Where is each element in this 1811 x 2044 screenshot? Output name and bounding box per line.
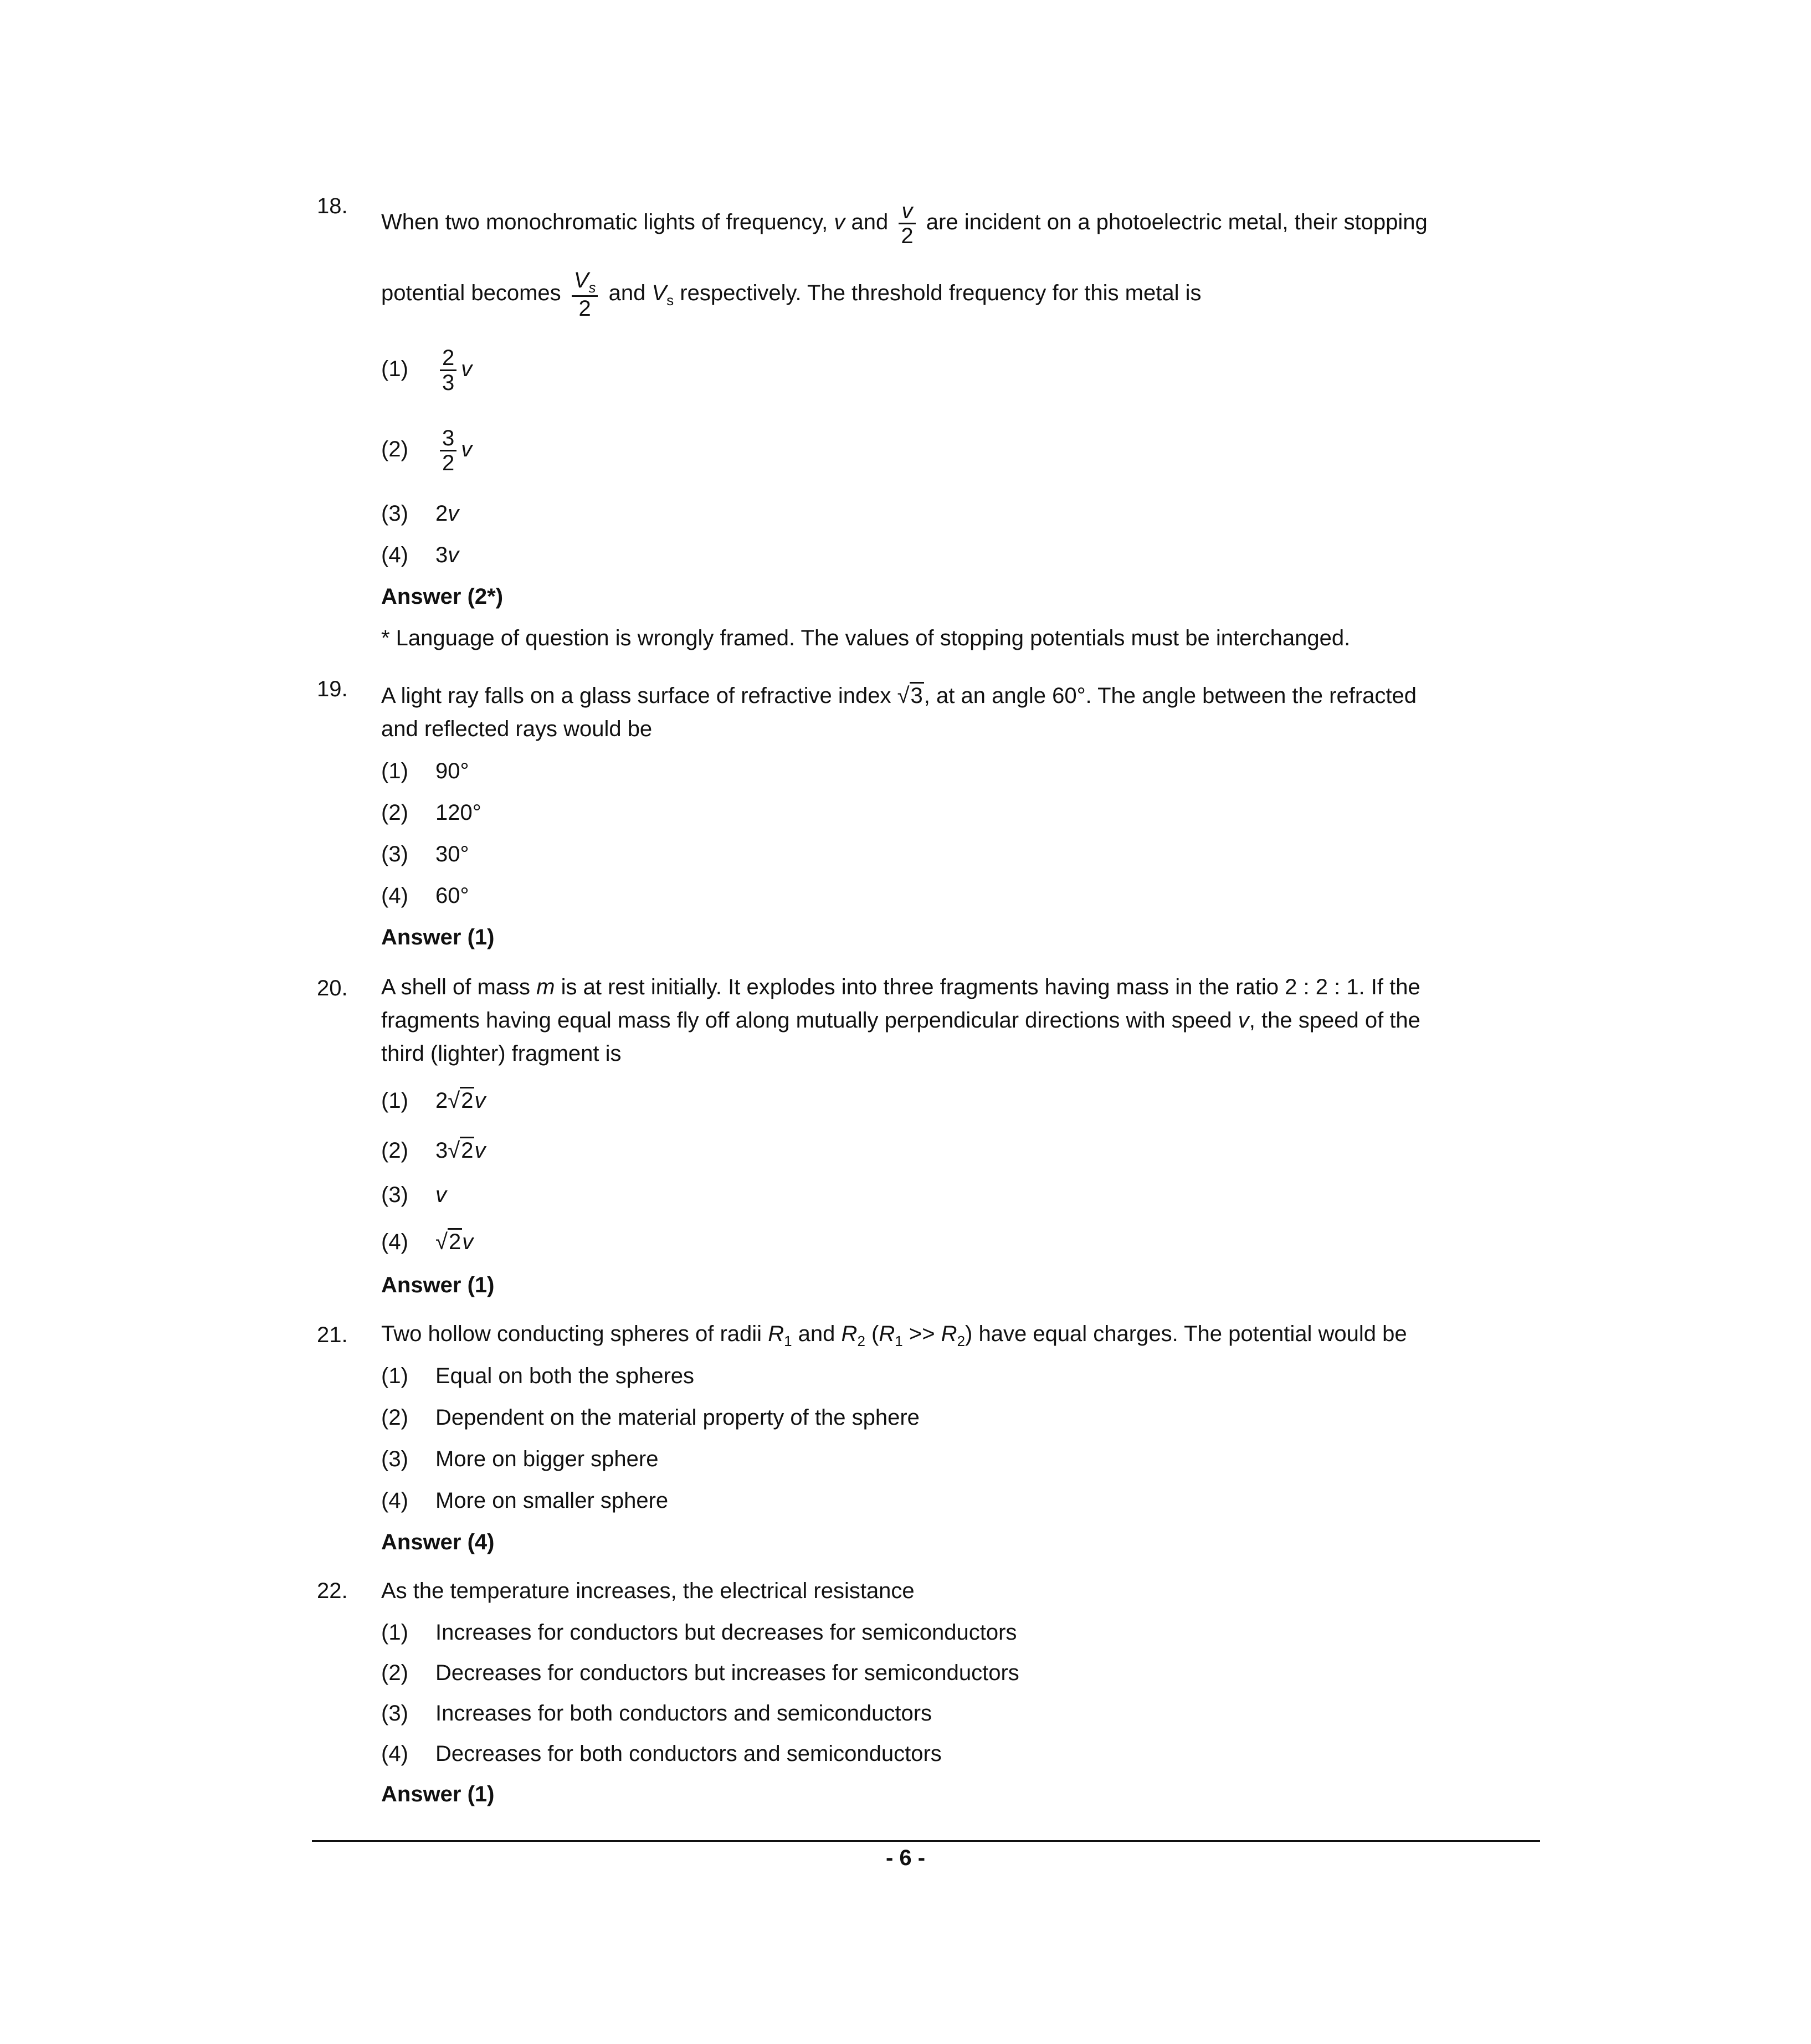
answer: Answer (1) xyxy=(381,925,495,949)
option-4: (4) 60° xyxy=(381,884,469,908)
option-2: (2) $\frac{3}{2}$ v xyxy=(381,426,473,475)
option-4: (4) √2v xyxy=(381,1230,473,1255)
square-root: √2 xyxy=(435,1230,462,1255)
square-root: √2 xyxy=(448,1138,474,1163)
option-1: (1) 90° xyxy=(381,759,469,783)
question-stem: When two monochromatic lights of frequency, v and $\frac{v}{2}$ are incident on a photoelectric metal, their stopping xyxy=(381,199,1428,248)
option-4: (4) More on smaller sphere xyxy=(381,1488,669,1513)
question-stem-line2: potential becomes $\frac{V_s}{2}$ and $V_s$ respectively. The threshold frequency for this metal is xyxy=(381,268,1202,321)
fraction: $\frac{2}{3}$ xyxy=(440,346,456,394)
question-stem: A shell of mass m is at rest initially. It explodes into three fragments having mass in the ratio 2 : 2 : 1. If the fragments having equal mass fly off along mutually perpendicular directions with speed v, the speed of the third (lighter) fragment is xyxy=(381,975,1420,1066)
square-root: √3 xyxy=(897,679,924,712)
fraction: $\frac{V_s}{2}$ xyxy=(572,269,598,320)
question-number: 21. xyxy=(317,1323,348,1347)
square-root: √2 xyxy=(448,1088,474,1113)
answer: Answer (1) xyxy=(381,1273,495,1297)
question-stem: As the temperature increases, the electrical resistance xyxy=(381,1579,915,1603)
question-stem: A light ray falls on a glass surface of refractive index √3, at an angle 60°. The angle between the refracted and reflected rays would be xyxy=(381,679,1539,746)
option-2: (2) Decreases for conductors but increases for semiconductors xyxy=(381,1661,1019,1685)
fraction: $\frac{3}{2}$ xyxy=(440,427,456,475)
option-2: (2) 3√2v xyxy=(381,1138,485,1163)
option-2: (2) 120° xyxy=(381,800,481,825)
option-1: (1) Equal on both the spheres xyxy=(381,1364,695,1388)
option-1: (1) 2√2v xyxy=(381,1088,485,1113)
page-number: - 6 - xyxy=(885,1846,926,1870)
answer: Answer (2*) xyxy=(381,584,504,609)
answer: Answer (1) xyxy=(381,1782,495,1806)
option-2: (2) Dependent on the material property of the sphere xyxy=(381,1405,920,1430)
fraction: $\frac{v}{2}$ xyxy=(899,199,915,248)
question-number: 22. xyxy=(317,1579,348,1603)
answer-note: * Language of question is wrongly framed. The values of stopping potentials must be interchanged. xyxy=(381,626,1351,650)
option-1: (1) $\frac{2}{3}$ v xyxy=(381,346,473,395)
answer: Answer (4) xyxy=(381,1530,495,1554)
question-stem: Two hollow conducting spheres of radii $R_1$ and $R_2$ $(R_1 >> R_2)$ have equal charges. The potential would be xyxy=(381,1322,1407,1349)
question-number: 20. xyxy=(317,976,348,1000)
option-3: (3) 30° xyxy=(381,842,469,866)
option-3: (3) 2v xyxy=(381,501,459,526)
option-3: (3) Increases for both conductors and semiconductors xyxy=(381,1701,932,1725)
question-number: 19. xyxy=(317,677,348,701)
option-3: (3) v xyxy=(381,1183,447,1207)
option-4: (4) Decreases for both conductors and semiconductors xyxy=(381,1742,942,1766)
question-number: 18. xyxy=(317,194,348,218)
option-4: (4) 3v xyxy=(381,543,459,567)
option-3: (3) More on bigger sphere xyxy=(381,1447,659,1471)
option-1: (1) Increases for conductors but decreases for semiconductors xyxy=(381,1620,1017,1645)
footer-rule xyxy=(312,1840,1540,1842)
